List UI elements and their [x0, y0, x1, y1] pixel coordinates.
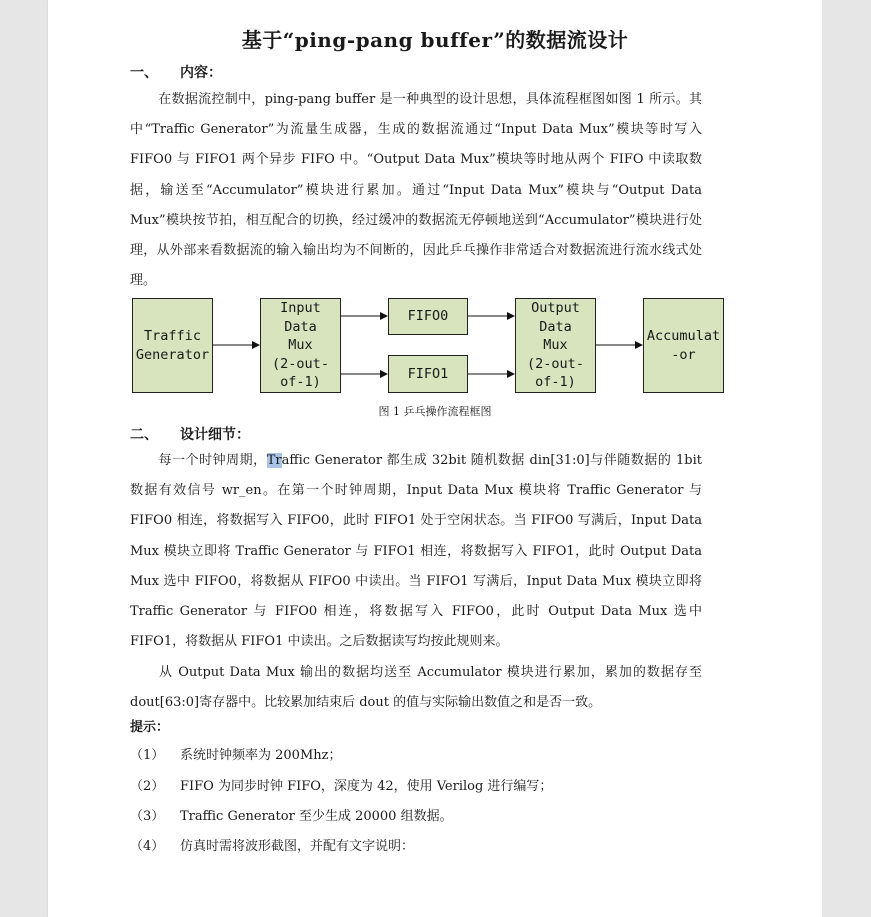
- accumulator-block: [643, 298, 724, 393]
- traffic-generator-block: [132, 298, 213, 393]
- document-page: [48, 0, 822, 917]
- fifo1-label: FIFO1: [407, 365, 449, 382]
- section-number: 一、: [130, 65, 158, 81]
- viewer-background: [822, 0, 871, 917]
- fifo1-block: [388, 355, 468, 393]
- tip-number: （2）: [130, 779, 165, 794]
- section-label: 内容：: [180, 65, 222, 81]
- block-line: Input: [280, 300, 321, 317]
- block-line: Mux: [543, 337, 568, 354]
- tips-heading: 提示：: [130, 720, 170, 735]
- design-paragraph-2-text: 从 Output Data Mux 输出的数据均送至 Accumulator 模块进行累加，累加的数据存至 dout[63:0]寄存器中。比较累加结束后 dout 的值与实际输出数值之和是否一致。: [130, 665, 702, 711]
- block-line: Data: [284, 318, 317, 335]
- fifo0-block: [388, 298, 468, 335]
- tip-item: [130, 835, 414, 854]
- design-paragraph-1: [130, 446, 702, 657]
- page-title: 基于“ping-pang buffer”的数据流设计: [241, 28, 629, 52]
- tip-item: [130, 775, 552, 794]
- block-line: Data: [539, 318, 572, 335]
- text-selection-highlight: Tr: [266, 453, 282, 468]
- content-paragraph-text: 在数据流控制中，ping-pang buffer 是一种典型的设计思想，具体流程框图如图 1 所示。其中“Traffic Generator”为流量生成器，生成的数据流通过“Input Data Mux”模块等时写入 FIFO0 与 FIFO1 两个异步 FIFO 中。“Output Data Mux”模块等时地从两个 FIFO 中读取数据，输送至“Accumulator”模块进行累加。通过“Input Data Mux”模块与“Output Data Mux”模块按节拍，相互配合的切换，经过缓冲的数据流无停顿地送到“Accumulator”模块进行处理，从外部来看数据流的输入输出均为不间断的，因此乒乓操作非常适合对数据流进行流水线式处理。: [130, 92, 702, 289]
- block-line: Output: [531, 300, 580, 317]
- tip-item: [130, 744, 341, 763]
- tip-text: 系统时钟频率为 200Mhz；: [180, 748, 342, 763]
- block-line: of-1): [535, 374, 576, 391]
- block-line: (2-out-: [527, 355, 584, 372]
- block-line: Mux: [288, 337, 313, 354]
- block-line: of-1): [280, 374, 321, 391]
- input-data-mux-block: [260, 298, 341, 393]
- tip-text: 仿真时需将波形截图，并配有文字说明：: [180, 839, 415, 854]
- tip-number: （4）: [130, 839, 165, 854]
- design-paragraph-1-lead: 每一个时钟周期，: [158, 453, 267, 468]
- fifo0-label: FIFO0: [407, 308, 449, 325]
- block-line: (2-out-: [272, 355, 329, 372]
- tip-number: （3）: [130, 809, 165, 824]
- tip-text: Traffic Generator 至少生成 20000 组数据。: [180, 809, 453, 824]
- tip-item: [130, 805, 453, 824]
- tip-number: （1）: [130, 748, 165, 763]
- section-heading-design: [130, 424, 250, 444]
- block-line: Traffic: [144, 328, 201, 344]
- tip-text: FIFO 为同步时钟 FIFO，深度为 42，使用 Verilog 进行编写；: [180, 779, 553, 794]
- block-line: -or: [671, 346, 696, 363]
- output-data-mux-block: [515, 298, 596, 393]
- design-paragraph-2: [130, 658, 702, 718]
- design-paragraph-1-text: affic Generator 都生成 32bit 随机数据 din[31:0]与伴随数据的 1bit 数据有效信号 wr_en。在第一个时钟周期，Input Data Mux 模块将 Traffic Generator 与 FIFO0 相连，将数据写入 FIFO0，此时 FIFO1 处于空闲状态。当 FIFO0 写满后，Input Data Mux 模块立即将 Traffic Generator 与 FIFO1 相连，将数据写入 FIFO1，此时 Output Data Mux 选中 FIFO0，将数据从 FIFO0 中读出。当 FIFO1 写满后，Input Data Mux 模块立即将 Traffic Generator 与 FIFO0 相连，将数据写入 FIFO0，此时 Output Data Mux 选中 FIFO1，将数据从 FIFO1 中读出。之后数据读写均按此规则来。: [130, 453, 702, 650]
- section-label: 设计细节：: [180, 427, 250, 443]
- block-line: Generator: [135, 346, 210, 363]
- figure-caption: 图 1 乒乓操作流程框图: [378, 405, 492, 418]
- section-number: 二、: [130, 427, 158, 443]
- block-line: Accumulat: [646, 328, 721, 344]
